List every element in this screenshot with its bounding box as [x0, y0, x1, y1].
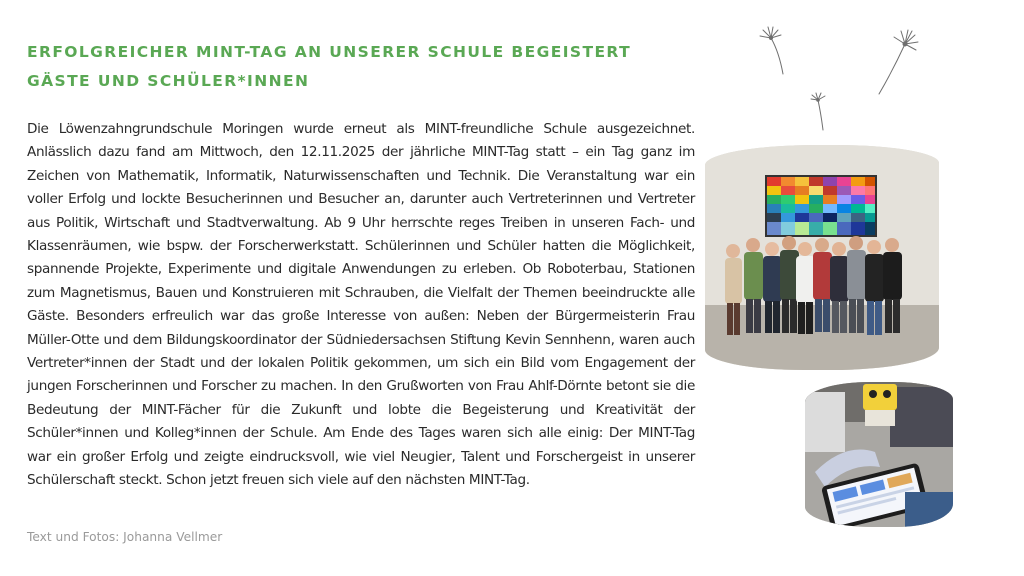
- article-title: ERFOLGREICHER MINT-TAG AN UNSERER SCHULE BEGEISTERT GÄSTE UND SCHÜLER*INNEN: [27, 43, 632, 90]
- article-body: Die Löwenzahngrundschule Moringen wurde erneut als MINT-freundliche Schule ausgezeichnet. Anlässlich dazu fand am Mittwoch, den 12.11.2025 der jährliche MINT-Tag statt – ein Tag ganz im Zeichen von Mathematik, Informatik, Naturwissenschaften und Technik. Die Veranstaltung war ein voller Erfolg und lockte Besucherinnen und Besucher an, darunter auch Vertreterinnen und Vertreter aus Politik, Wirtschaft und Stadtverwaltung. Ab 9 Uhr herrschte reges Treiben in unseren Fach- und Klassenräumen, wie bspw. der Forscherwerkstatt. Schülerinnen und Schüler hatten die Möglichkeit, spannende Projekte, Experimente und digitale Anwendungen zu erleben. Ob Roboterbau, Stationen zum Magnetismus, Bauen und Konstruieren mit Schrauben, die Vielfalt der Themen beeindruckte alle Gäste. Besonders erfreulich war das große Interesse von außen: Neben der Bürgermeisterin Frau Müller-Otte und dem Bildungskoordinator der Südniedersachsen Stiftung Kevin Sennhenn, waren auch Vertreter*innen der Stadt und der lokalen Politik gekommen, um sich ein Bild vom Engagement der jungen Forscherinnen und Forscher zu machen. In den Grußworten von Frau Ahlf-Dörnte betont sie die Bedeutung der MINT-Fächer für die Zukunft und lobte die Begeisterung und Kreativität der Schüler*innen und Kolleg*innen der Schule. Am Ende des Tages waren sich alle einig: Der MINT-Tag war ein großer Erfolg und zeigte eindrucksvoll, wie viel Neugier, Talent und Forschergeist in unserer Schülerschaft steckt. Schon jetzt freuen sich viele auf den nächsten MINT-Tag.: [27, 121, 695, 489]
- photo-credit: Text und Fotos: Johanna Vellmer: [27, 530, 223, 544]
- dandelion-decoration: [755, 22, 945, 140]
- group-photo: [705, 145, 939, 370]
- tablet-photo: [805, 382, 953, 527]
